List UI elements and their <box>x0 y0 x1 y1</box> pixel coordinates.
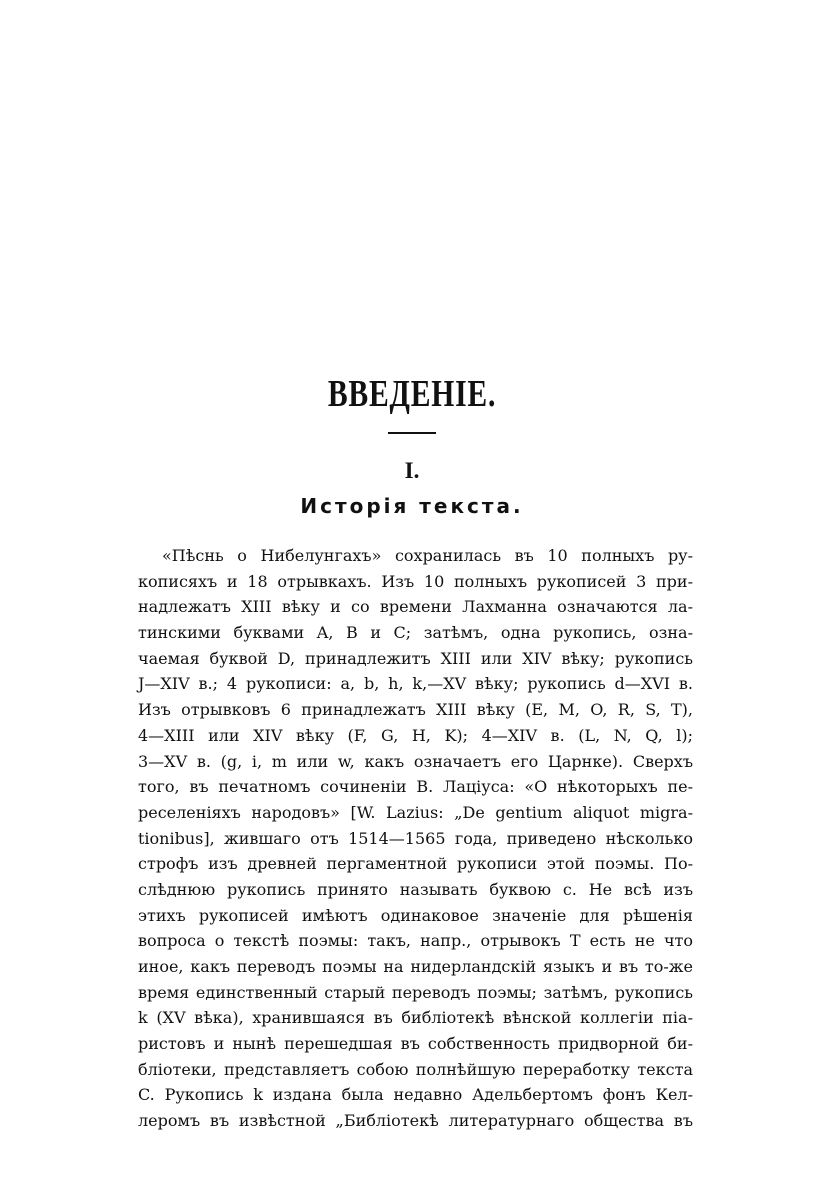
text-line: бліотеки, представляетъ собою полнѣйшую переработку текста <box>138 1059 693 1079</box>
text-line: 3—XV в. (g, i, m или w, какъ означаетъ его Царнке). Сверхъ <box>138 751 693 771</box>
text-line: этихъ рукописей имѣютъ одинаковое значеніе для рѣшенія <box>138 905 693 925</box>
text-line: вопроса о текстѣ поэмы: такъ, напр., отрывокъ T есть не что <box>138 931 693 951</box>
title-divider <box>388 432 436 434</box>
text-line: тинскими буквами A, B и C; затѣмъ, одна рукопись, озна- <box>138 623 693 643</box>
text-line: «Пѣснь о Нибелунгахъ» сохранилась въ 10 полныхъ ру- <box>162 546 693 565</box>
text-line: чаемая буквой D, принадлежитъ XIII или XIV вѣку; рукопись <box>138 648 693 668</box>
text-line: k (XV вѣка), хранившаяся въ библіотекѣ вѣнской коллегіи піа- <box>138 1008 693 1028</box>
text-line: Изъ отрывковъ 6 принадлежатъ XIII вѣку (E, M, O, R, S, T), <box>138 700 693 720</box>
text-line: иное, какъ переводъ поэмы на нидерландскій языкъ и въ то-же <box>138 957 693 976</box>
text-line: реселеніяхъ народовъ» [W. Lazius: „De gentium aliquot migra- <box>138 802 693 822</box>
text-line: J—XIV в.; 4 рукописи: a, b, h, k,—XV вѣку; рукопись d—XVI в. <box>138 674 693 694</box>
text-line: леромъ въ извѣстной „Библіотекѣ литературнаго общества въ <box>138 1111 693 1131</box>
text-line: слѣднюю рукопись принято называть буквою c. Не всѣ изъ <box>138 879 693 899</box>
section-number: I. <box>404 458 420 483</box>
text-line: надлежатъ XIII вѣку и со времени Лахманна означаются ла- <box>138 597 693 617</box>
text-line: C. Рукопись k издана была недавно Адельбертомъ фонъ Кел- <box>138 1085 693 1105</box>
text-line: того, въ печатномъ сочиненіи В. Лаціуса: «О нѣкоторыхъ пе- <box>138 777 693 797</box>
body-paragraph <box>138 543 693 1134</box>
text-line: tionibus], жившаго отъ 1514—1565 года, приведено нѣсколько <box>138 828 693 848</box>
text-line: строфъ изъ древней пергаментной рукописи этой поэмы. По- <box>138 854 693 874</box>
text-line: кописяхъ и 18 отрывкахъ. Изъ 10 полныхъ рукописей 3 при- <box>138 571 693 591</box>
text-line: ристовъ и нынѣ перешедшая въ собственность придворной би- <box>138 1034 693 1054</box>
text-line: время единственный старый переводъ поэмы; затѣмъ, рукопись <box>138 982 693 1002</box>
text-line: 4—XIII или XIV вѣку (F, G, H, K); 4—XIV в. (L, N, Q, l); <box>138 725 693 745</box>
section-title: Исторія текста. <box>300 494 524 518</box>
chapter-title: ВВЕДЕНІЕ. <box>327 373 497 415</box>
